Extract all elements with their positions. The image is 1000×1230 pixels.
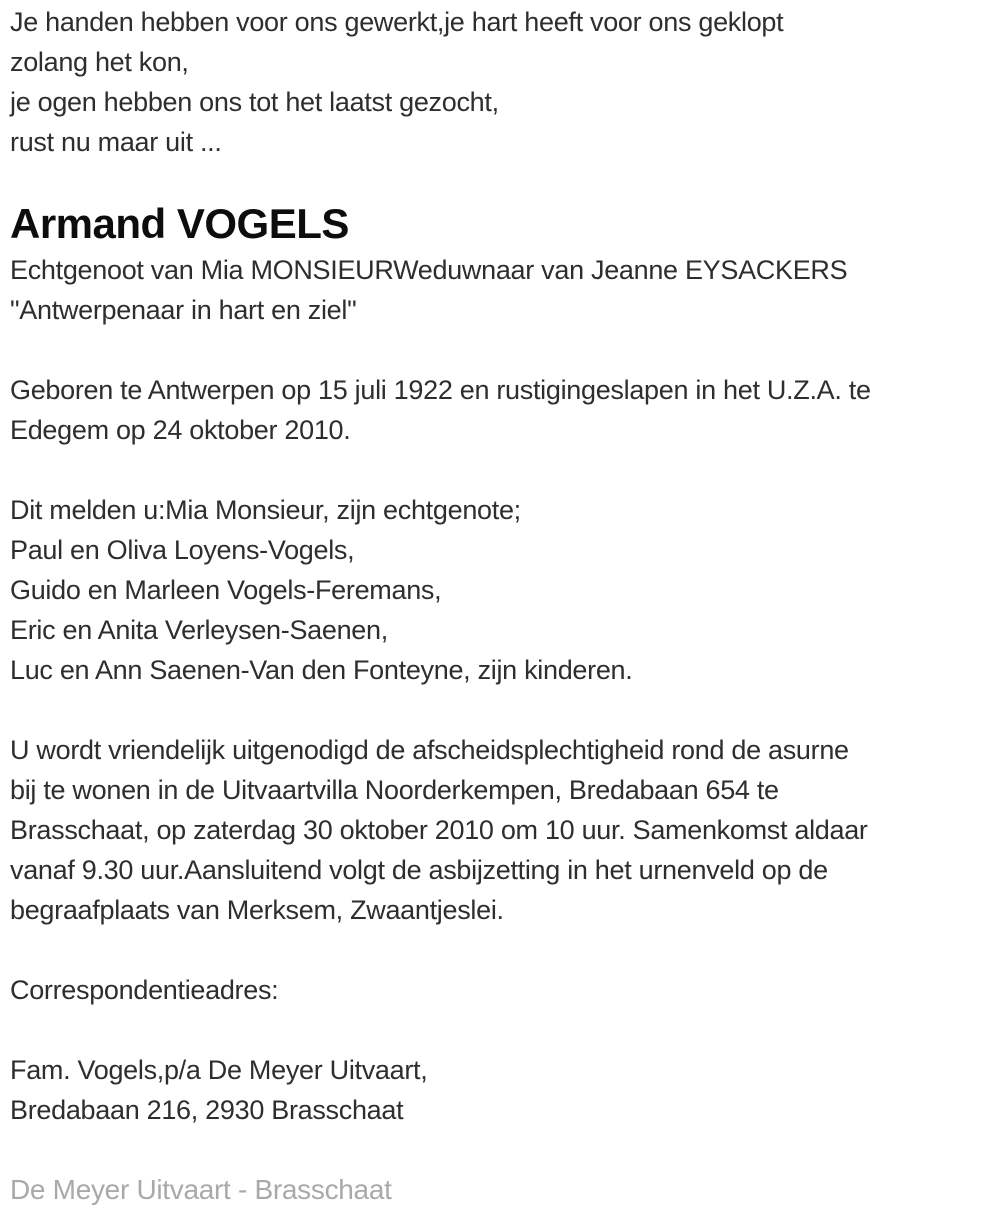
life-dates-line: Geboren te Antwerpen op 15 juli 1922 en rustigingeslapen in het U.Z.A. te bbox=[10, 375, 871, 405]
family-line: Dit melden u:Mia Monsieur, zijn echtgenote; bbox=[10, 495, 521, 525]
family-paragraph bbox=[10, 490, 992, 690]
ceremony-line: Brasschaat, op zaterdag 30 oktober 2010 om 10 uur. Samenkomst aldaar bbox=[10, 815, 868, 845]
address-line: Bredabaan 216, 2930 Brasschaat bbox=[10, 1095, 404, 1125]
epithet-line: "Antwerpenaar in hart en ziel" bbox=[10, 295, 357, 325]
correspondence-label-line: Correspondentieadres: bbox=[10, 975, 279, 1005]
poem-line: je ogen hebben ons tot het laatst gezocht, bbox=[10, 87, 499, 117]
funeral-home-signature: De Meyer Uitvaart - Brasschaat bbox=[10, 1174, 392, 1205]
epitaph-poem bbox=[10, 2, 992, 162]
ceremony-line: U wordt vriendelijk uitgenodigd de afscheidsplechtigheid rond de asurne bbox=[10, 735, 849, 765]
correspondence-address-paragraph bbox=[10, 1050, 992, 1130]
ceremony-line: bij te wonen in de Uitvaartvilla Noorderkempen, Bredabaan 654 te bbox=[10, 775, 779, 805]
address-line: Fam. Vogels,p/a De Meyer Uitvaart, bbox=[10, 1055, 428, 1085]
poem-line: zolang het kon, bbox=[10, 47, 189, 77]
family-line: Guido en Marleen Vogels-Feremans, bbox=[10, 575, 442, 605]
family-line: Paul en Oliva Loyens-Vogels, bbox=[10, 535, 355, 565]
relations-paragraph bbox=[10, 250, 992, 330]
ceremony-line: vanaf 9.30 uur.Aansluitend volgt de asbijzetting in het urnenveld op de bbox=[10, 855, 828, 885]
relation-line: Echtgenoot van Mia MONSIEURWeduwnaar van Jeanne EYSACKERS bbox=[10, 255, 848, 285]
ceremony-line: begraafplaats van Merksem, Zwaantjeslei. bbox=[10, 895, 504, 925]
poem-line: rust nu maar uit ... bbox=[10, 127, 222, 157]
deceased-name-heading: Armand VOGELS bbox=[10, 200, 349, 247]
family-line: Luc en Ann Saenen-Van den Fonteyne, zijn kinderen. bbox=[10, 655, 633, 685]
ceremony-paragraph bbox=[10, 730, 992, 930]
family-line: Eric en Anita Verleysen-Saenen, bbox=[10, 615, 388, 645]
life-dates-paragraph bbox=[10, 370, 992, 450]
correspondence-label bbox=[10, 970, 992, 1010]
life-dates-line: Edegem op 24 oktober 2010. bbox=[10, 415, 351, 445]
poem-line: Je handen hebben voor ons gewerkt,je hart heeft voor ons geklopt bbox=[10, 7, 784, 37]
